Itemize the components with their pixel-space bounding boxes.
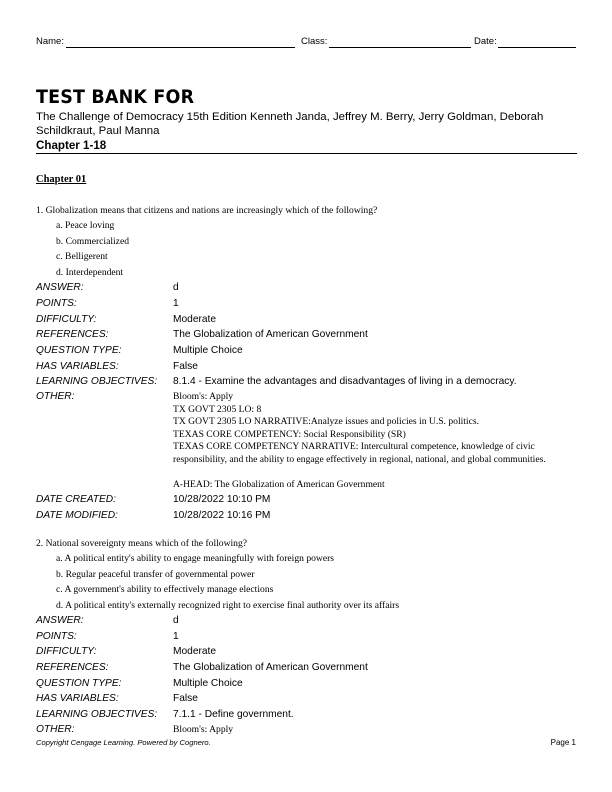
book-subtitle: The Challenge of Democracy 15th Edition Kenneth Janda, Jeffrey M. Berry, Jerry Goldman, Deborah Schildkraut, Paul Manna — [36, 111, 544, 137]
class-field-line[interactable] — [329, 47, 471, 48]
question-1-option-b: b. Commercialized — [56, 236, 129, 247]
q1-learning-objectives-value: 8.1.4 - Examine the advantages and disadvantages of living in a democracy. — [173, 376, 517, 387]
chapter-range: Chapter 1-18 — [36, 139, 107, 152]
q1-other-line: TEXAS CORE COMPETENCY NARRATIVE: Intercultural competence, knowledge of civic responsibility, and the ability to engage effectively in regional, national, and global communities. — [173, 441, 546, 465]
question-2-text: 2. National sovereignty means which of the following? — [36, 538, 248, 549]
q1-date-modified-value: 10/28/2022 10:16 PM — [173, 510, 271, 521]
q1-answer-label: ANSWER: — [36, 282, 84, 293]
q1-question-type-value: Multiple Choice — [173, 345, 243, 356]
q1-references-value: The Globalization of American Government — [173, 329, 368, 340]
q2-has-variables-value: False — [173, 693, 198, 704]
q1-other-line: Bloom's: Apply — [173, 391, 234, 402]
header-fields — [36, 36, 576, 50]
q1-question-type-label: QUESTION TYPE: — [36, 345, 122, 356]
q1-other-line: TEXAS CORE COMPETENCY: Social Responsibility (SR) — [173, 429, 406, 440]
q1-difficulty-value: Moderate — [173, 314, 217, 325]
q2-question-type-label: QUESTION TYPE: — [36, 678, 122, 689]
question-2-option-b: b. Regular peaceful transfer of governmental power — [56, 569, 255, 580]
name-field-line[interactable] — [66, 47, 295, 48]
name-label: Name: — [36, 36, 64, 47]
question-1-option-d: d. Interdependent — [56, 267, 124, 278]
q1-points-label: POINTS: — [36, 298, 77, 309]
footer-copyright: Copyright Cengage Learning. Powered by Cognero. — [36, 738, 211, 747]
question-2-option-c: c. A government's ability to effectively manage elections — [56, 584, 274, 595]
class-label: Class: — [301, 36, 328, 47]
q2-answer-label: ANSWER: — [36, 615, 84, 626]
date-field-line[interactable] — [498, 47, 576, 48]
chapter-heading: Chapter 01 — [36, 174, 87, 185]
question-1-text: 1. Globalization means that citizens and nations are increasingly which of the following? — [36, 205, 378, 216]
q2-learning-objectives-label: LEARNING OBJECTIVES: — [36, 709, 158, 720]
q2-references-value: The Globalization of American Government — [173, 662, 368, 673]
q2-difficulty-value: Moderate — [173, 646, 217, 657]
question-1-option-a: a. Peace loving — [56, 220, 115, 231]
question-2-option-d: d. A political entity's externally recognized right to exercise final authority over its affairs — [56, 600, 400, 611]
q1-answer-value: d — [173, 282, 179, 293]
question-1-option-c: c. Belligerent — [56, 251, 108, 262]
q2-other-label: OTHER: — [36, 724, 75, 735]
q1-points-value: 1 — [173, 298, 179, 309]
q2-answer-value: d — [173, 615, 179, 626]
q1-references-label: REFERENCES: — [36, 329, 109, 340]
footer-page-number: Page 1 — [550, 738, 576, 747]
q1-date-created-value: 10/28/2022 10:10 PM — [173, 494, 271, 505]
q1-other-label: OTHER: — [36, 391, 75, 402]
q2-other-line: Bloom's: Apply — [173, 724, 234, 735]
question-2-option-a: a. A political entity's ability to engage meaningfully with foreign powers — [56, 553, 335, 564]
q1-other-line: TX GOVT 2305 LO: 8 — [173, 404, 262, 415]
q1-has-variables-label: HAS VARIABLES: — [36, 361, 119, 372]
q1-learning-objectives-label: LEARNING OBJECTIVES: — [36, 376, 158, 387]
q2-learning-objectives-value: 7.1.1 - Define government. — [173, 709, 294, 720]
q1-date-modified-label: DATE MODIFIED: — [36, 510, 118, 521]
q2-has-variables-label: HAS VARIABLES: — [36, 693, 119, 704]
q2-difficulty-label: DIFFICULTY: — [36, 646, 97, 657]
q1-other-line: A-HEAD: The Globalization of American Government — [173, 479, 385, 490]
q2-question-type-value: Multiple Choice — [173, 678, 243, 689]
q1-other-line: TX GOVT 2305 LO NARRATIVE:Analyze issues and policies in U.S. politics. — [173, 416, 479, 427]
title-divider — [36, 153, 577, 154]
page-title: TEST BANK FOR — [36, 86, 195, 108]
q1-difficulty-label: DIFFICULTY: — [36, 314, 97, 325]
q1-date-created-label: DATE CREATED: — [36, 494, 116, 505]
q1-has-variables-value: False — [173, 361, 198, 372]
q2-points-value: 1 — [173, 631, 179, 642]
q2-references-label: REFERENCES: — [36, 662, 109, 673]
date-label: Date: — [474, 36, 497, 47]
q2-points-label: POINTS: — [36, 631, 77, 642]
